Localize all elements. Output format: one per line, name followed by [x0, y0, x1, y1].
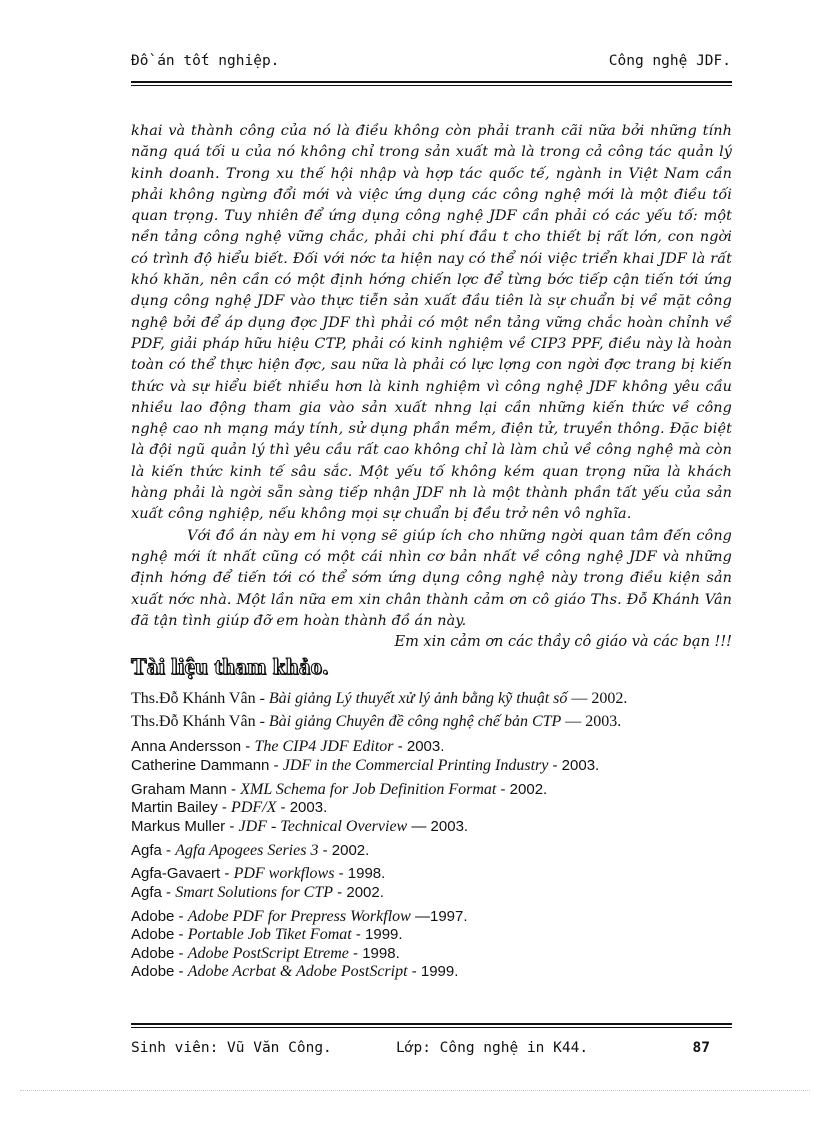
body-paragraph: Với đồ án này em hi vọng sẽ giúp ích cho những ngời quan tâm đến công nghệ mới ít nhất cũng có một cái nhìn cơ bản nhất về công nghệ JDF và những định hớng để tiến tới có thể sớm ứng dụng công nghệ này trong điều kiện sản xuất nớc nhà. Một lần nữa em xin chân thành cảm ơn cô giáo Ths. Đỗ Khánh Vân đã tận tình giúp đỡ em hoàn thành đồ án này. [131, 527, 732, 629]
references-heading: Tài liệu tham khảo. [131, 654, 329, 679]
reference-item: Agfa - Smart Solutions for CTP - 2002. [131, 884, 384, 901]
footer-class: Lớp: Công nghệ in K44. [396, 1040, 589, 1056]
header-rule [131, 81, 732, 86]
header-left-title: Đồ án tốt nghiệp. [131, 53, 280, 69]
reference-item: Agfa - Agfa Apogees Series 3 - 2002. [131, 842, 370, 859]
reference-item: Graham Mann - XML Schema for Job Definition Format - 2002. [131, 781, 548, 798]
reference-item: Agfa-Gavaert - PDF workflows - 1998. [131, 865, 386, 882]
thanks-line: Em xin cảm ơn các thầy cô giáo và các bạn !!! [394, 634, 732, 650]
reference-item: Catherine Dammann - JDF in the Commercial Printing Industry - 2003. [131, 757, 600, 774]
footer-rule [131, 1023, 732, 1028]
page-header [131, 53, 731, 75]
reference-item: Martin Bailey - PDF/X - 2003. [131, 799, 328, 816]
reference-item: Markus Muller - JDF - Technical Overview — 2003. [131, 818, 469, 835]
reference-item: Adobe - Adobe PostScript Etreme - 1998. [131, 945, 400, 962]
body-text [131, 121, 732, 632]
page-bottom-divider [20, 1090, 810, 1091]
footer-student: Sinh viên: Vũ Văn Công. [131, 1040, 332, 1056]
reference-item: Adobe - Adobe Acrbat & Adobe PostScript - 1999. [131, 963, 459, 980]
page-number: 87 [692, 1040, 710, 1056]
reference-item: Anna Andersson - The CIP4 JDF Editor - 2003. [131, 738, 445, 755]
reference-item: Adobe - Portable Job Tiket Fomat - 1999. [131, 926, 403, 943]
reference-item: Ths.Đỗ Khánh Vân - Bài giảng Chuyên đề công nghệ chế bản CTP — 2003. [131, 713, 622, 730]
reference-item: Adobe - Adobe PDF for Prepress Workflow —1997. [131, 908, 468, 925]
body-paragraph: khai và thành công của nó là điều không còn phải tranh cãi nữa bởi những tính năng quá tối u của nó không chỉ trong sản xuất mà là trong cả công tác quản lý kinh doanh. Trong xu thế hội nhập và hợp tác quốc tế, ngành in Việt Nam cần phải không ngừng đổi mới và việc ứng dụng các công nghệ mới là một điều tối quan trọng. Tuy nhiên để ứng dụng công nghệ JDF cần phải có các yếu tố: một nền tảng công nghệ vững chắc, phải chi phí đầu t cho thiết bị rất lớn, con ngời có trình độ hiểu biết. Đối với nớc ta hiện nay có thể nói việc triển khai JDF là rất khó khăn, nên cần có một định hớng chiến lợc để từng bớc tiếp cận tiến tới ứng dụng công nghệ JDF vào thực tiễn sản xuất đầu tiên là sự chuẩn bị về mặt công nghệ bởi để áp dụng đợc JDF thì phải có một nền tảng vững chắc hoàn chỉnh về PDF, giải pháp hữu hiệu CTP, phải có kinh nghiệm về CIP3 PPF, điều này là hoàn toàn có thể thực hiện đợc, sau nữa là phải có lực lợng con ngời đợc trang bị kiến thức và sự hiểu biết nhiều hơn là kinh nghiệm vì công nghệ JDF không yêu cầu nhiều lao động tham gia vào sản xuất nhng lại cần những kiến thức về công nghệ cao nh mạng máy tính, sử dụng phần mềm, điện tử, truyền thông. Đặc biệt là đội ngũ quản lý thì yêu cầu rất cao không chỉ là làm chủ về công nghệ mà còn là kiến thức kinh tế sâu sắc. Một yếu tố không kém quan trọng nữa là khách hàng phải là ngời sẵn sàng tiếp nhận JDF nh là một thành phần tất yếu của sản xuất công nghiệp, nếu không mọi sự chuẩn bị đều trở nên vô nghĩa. [131, 123, 732, 523]
page-footer [131, 1040, 732, 1062]
reference-item: Ths.Đỗ Khánh Vân - Bài giảng Lý thuyết xử lý ảnh bằng kỹ thuật số — 2002. [131, 690, 628, 707]
header-right-title: Công nghệ JDF. [608, 53, 731, 69]
